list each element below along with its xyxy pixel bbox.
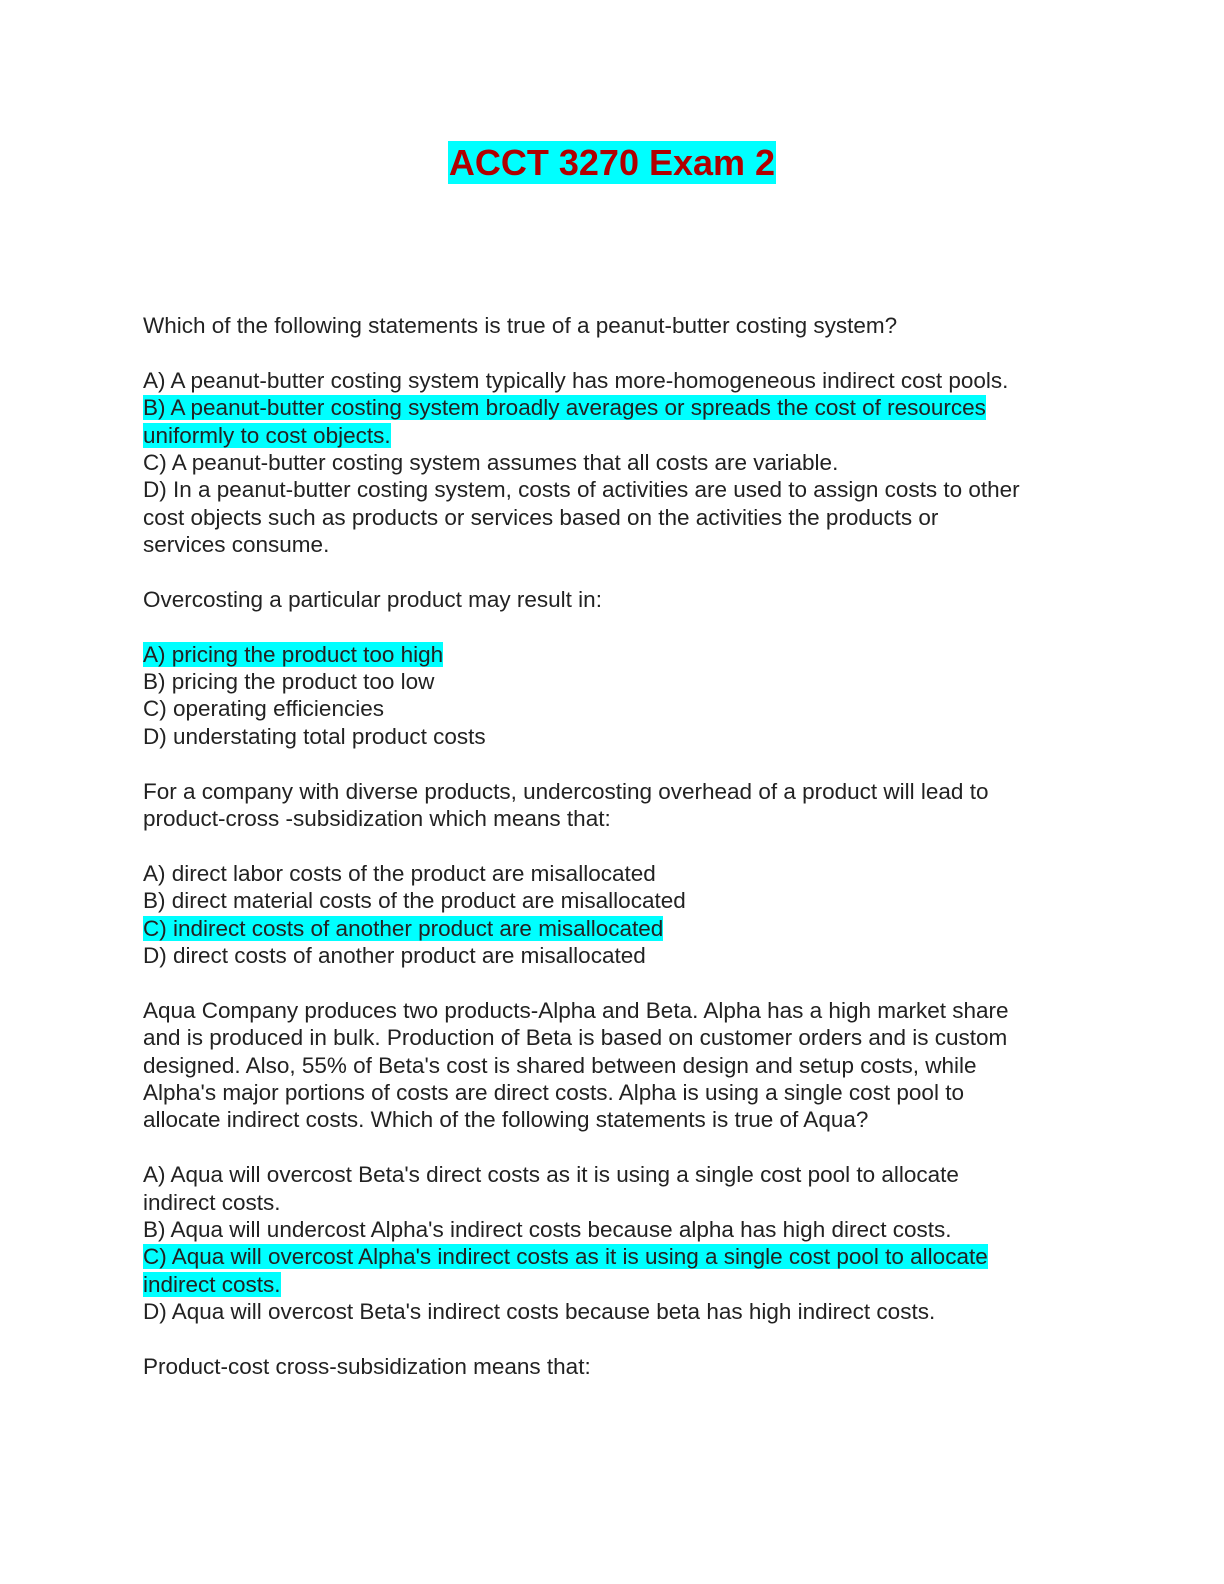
- answer-option-text: D) In a peanut-butter costing system, costs of activities are used to assign costs to other: [143, 477, 1020, 503]
- answer-option: [143, 1298, 1083, 1325]
- answer-option-text: D) direct costs of another product are misallocated: [143, 942, 646, 968]
- answer-option-text: D) Aqua will overcost Beta's indirect costs because beta has high indirect costs.: [143, 1299, 936, 1325]
- question-block: [143, 312, 1083, 559]
- spacer: [143, 1134, 1083, 1161]
- document-title: ACCT 3270 Exam 2: [448, 142, 776, 183]
- question-text-line: Which of the following statements is true of a peanut-butter costing system?: [143, 313, 898, 338]
- answer-option-line: [143, 531, 1083, 558]
- answer-option-line: [143, 1216, 1083, 1243]
- answer-option-text: C) operating efficiencies: [143, 696, 384, 722]
- answer-option: [143, 942, 1083, 969]
- answer-option-line: [143, 1161, 1083, 1188]
- answer-option-line: [143, 1243, 1083, 1270]
- answer-option-line: [143, 1271, 1083, 1298]
- title-container: [0, 141, 1224, 184]
- answer-option: [143, 695, 1083, 722]
- answer-option-line: [143, 695, 1083, 722]
- spacer: [143, 969, 1083, 996]
- answer-option-correct: [143, 641, 1083, 668]
- answer-option-line: [143, 422, 1083, 449]
- question-text-line: Product-cost cross-subsidization means that:: [143, 1353, 591, 1379]
- question-text-line: and is produced in bulk. Production of Beta is based on customer orders and is custom: [143, 1025, 1008, 1051]
- answer-option: [143, 449, 1083, 476]
- spacer: [143, 750, 1083, 777]
- question-text-line: For a company with diverse products, undercosting overhead of a product will lead to: [143, 778, 989, 804]
- answer-option-text: A) direct labor costs of the product are misallocated: [143, 860, 656, 886]
- answer-option-line: [143, 449, 1083, 476]
- question-block: [143, 1353, 1083, 1380]
- spacer: [143, 559, 1083, 586]
- answer-option-text: services consume.: [143, 532, 330, 558]
- answer-option: [143, 367, 1083, 394]
- question-block: [143, 778, 1083, 970]
- question-text-line: product-cross -subsidization which means that:: [143, 806, 611, 832]
- answer-option-text: indirect costs.: [143, 1271, 281, 1297]
- question-block: [143, 997, 1083, 1326]
- answer-option-correct: [143, 915, 1083, 942]
- answer-option-text: C) A peanut-butter costing system assumes that all costs are variable.: [143, 449, 839, 475]
- answer-option-line: [143, 887, 1083, 914]
- question-list: [143, 312, 1083, 1380]
- answer-option-text: B) direct material costs of the product are misallocated: [143, 888, 686, 914]
- answer-option-line: [143, 915, 1083, 942]
- answer-option-text: C) indirect costs of another product are misallocated: [143, 915, 664, 941]
- answer-option-line: [143, 504, 1083, 531]
- answer-option-correct: [143, 1243, 1083, 1298]
- question-text-line: Alpha's major portions of costs are direct costs. Alpha is using a single cost pool to: [143, 1079, 964, 1105]
- answer-option-line: [143, 367, 1083, 394]
- answer-option: [143, 723, 1083, 750]
- answer-option-line: [143, 1189, 1083, 1216]
- answer-option-text: B) A peanut-butter costing system broadly averages or spreads the cost of resources: [143, 395, 986, 421]
- answer-option: [143, 1161, 1083, 1216]
- question-block: [143, 586, 1083, 750]
- answer-option-text: A) Aqua will overcost Beta's direct costs as it is using a single cost pool to allocate: [143, 1162, 959, 1188]
- answer-option-text: cost objects such as products or services based on the activities the products or: [143, 504, 939, 530]
- answer-option-text: indirect costs.: [143, 1189, 281, 1215]
- answer-option-line: [143, 394, 1083, 421]
- answer-option-line: [143, 723, 1083, 750]
- answer-option-line: [143, 641, 1083, 668]
- answer-option: [143, 860, 1083, 887]
- answer-option-text: B) pricing the product too low: [143, 669, 435, 695]
- answer-option-text: uniformly to cost objects.: [143, 422, 391, 448]
- question-text-line: Overcosting a particular product may result in:: [143, 586, 602, 612]
- answer-option-text: D) understating total product costs: [143, 723, 486, 749]
- answer-option-correct: [143, 394, 1083, 449]
- answer-option-line: [143, 1298, 1083, 1325]
- answer-option-line: [143, 668, 1083, 695]
- answer-option-line: [143, 476, 1083, 503]
- spacer: [143, 613, 1083, 640]
- answer-option: [143, 887, 1083, 914]
- question-text-line: allocate indirect costs. Which of the following statements is true of Aqua?: [143, 1107, 869, 1133]
- answer-option: [143, 1216, 1083, 1243]
- answer-option-line: [143, 860, 1083, 887]
- answer-option-text: C) Aqua will overcost Alpha's indirect costs as it is using a single cost pool to allocate: [143, 1244, 988, 1270]
- answer-option-line: [143, 942, 1083, 969]
- spacer: [143, 832, 1083, 859]
- question-text-line: Aqua Company produces two products-Alpha and Beta. Alpha has a high market share: [143, 997, 1009, 1023]
- answer-option-text: A) pricing the product too high: [143, 641, 444, 667]
- answer-option-text: A) A peanut-butter costing system typically has more-homogeneous indirect cost pools.: [143, 367, 1009, 393]
- spacer: [143, 1325, 1083, 1352]
- answer-option-text: B) Aqua will undercost Alpha's indirect costs because alpha has high direct costs.: [143, 1216, 952, 1242]
- question-text-line: designed. Also, 55% of Beta's cost is shared between design and setup costs, while: [143, 1052, 977, 1078]
- spacer: [143, 339, 1083, 366]
- answer-option: [143, 668, 1083, 695]
- answer-option: [143, 476, 1083, 558]
